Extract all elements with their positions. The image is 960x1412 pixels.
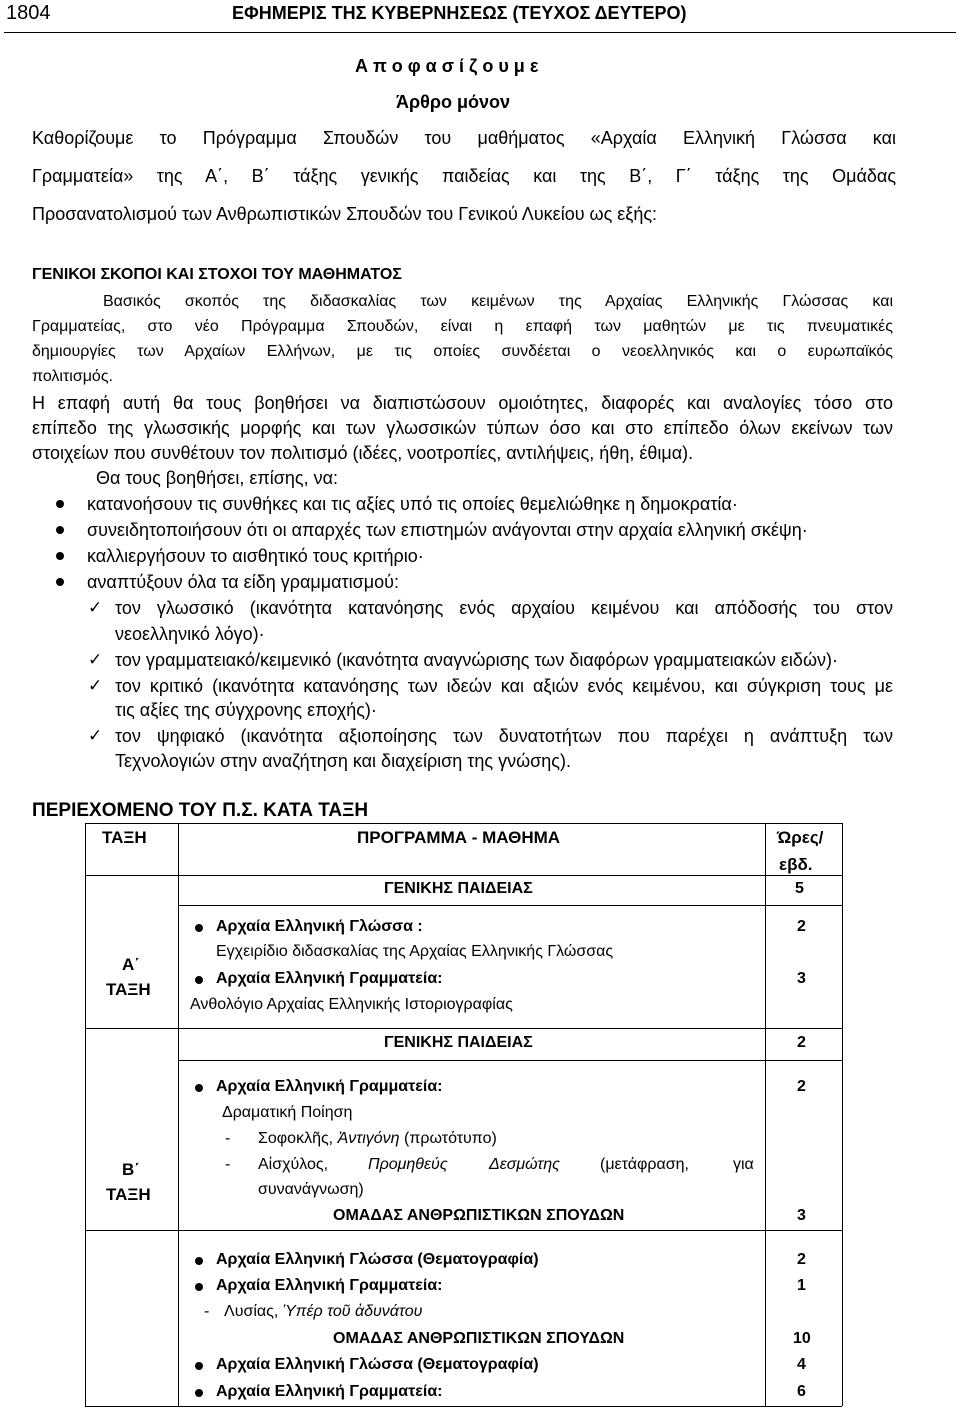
check-item-line: τον γλωσσικό (ικανότητα κατανόησης ενός αρχαίου κειμένου και απόδοσής του στον — [115, 598, 893, 618]
col-hours-header: εβδ. — [779, 855, 813, 874]
col-hours-header: Ώρες/ — [777, 828, 824, 847]
table-border — [178, 1060, 842, 1061]
check-item-line: τον ψηφιακό (ικανότητα αξιοποίησης των δυνατοτήτων που παρέχει η ανάπτυξη των — [115, 726, 893, 746]
gazette-title: ΕΦΗΜΕΡΙΣ ΤΗΣ ΚΥΒΕΡΝΗΣΕΩΣ (ΤΕΥΧΟΣ ΔΕΥΤΕΡΟ) — [232, 3, 687, 23]
table-border — [178, 823, 179, 1406]
section-label: ΓΕΝΙΚΗΣ ΠΑΙΔΕΙΑΣ — [384, 880, 533, 897]
course-textbook: Εγχειρίδιο διδασκαλίας της Αρχαίας Ελληνικής Γλώσσας — [216, 943, 614, 960]
dash-icon: - — [225, 1156, 231, 1173]
course-reading-author: Αἰσχύλος, — [258, 1156, 329, 1173]
bullet-icon — [195, 924, 203, 932]
goals-para2-line-1: Η επαφή αυτή θα τους βοηθήσει να διαπιστώσουν ομοιότητες, διαφορές και αναλογίες τόσο στο — [32, 393, 893, 413]
table-border — [842, 823, 843, 1406]
hours-value: 10 — [793, 1330, 811, 1347]
goals-para2-line-3: στοιχείων που συνθέτουν τον πολιτισμό (ιδέες, νοοτροπίες, αντιλήψεις, ήθη, έθιμα). — [32, 443, 694, 463]
goals-para1-line-2: Γραμματείας, στο νέο Πρόγραμμα Σπουδών, είναι η επαφή των μαθητών με τις πνευματικές — [32, 318, 893, 335]
class-b-label: ΤΑΞΗ — [106, 1185, 151, 1204]
decision-heading: Α π ο φ α σ ί ζ ο υ μ ε — [355, 56, 539, 76]
goals-para1-line-3: δημιουργίες των Αρχαίων Ελλήνων, με τις οποίες συνδέεται ο νεοελληνικός και ο ευρωπαϊκός — [32, 343, 893, 360]
course-reading: Λυσίας, Ὑπέρ τοῦ ἀδυνάτου — [224, 1303, 423, 1320]
bullet-item: αναπτύξουν όλα τα είδη γραμματισμού: — [87, 572, 399, 592]
check-icon: ✓ — [88, 598, 103, 617]
table-border — [85, 1406, 842, 1407]
check-item-line: Τεχνολογιών στην αναζήτηση και διαχείριση της γνώσης). — [115, 751, 571, 771]
bullet-icon — [195, 976, 203, 984]
table-border — [765, 823, 766, 1406]
course-reading-note: (μετάφραση, — [600, 1156, 689, 1173]
check-item-line: τον γραμματειακό/κειμενικό (ικανότητα αναγνώρισης των διαφόρων γραμματειακών ειδών)· — [115, 650, 838, 670]
hours-value: 4 — [797, 1356, 806, 1373]
table-border — [85, 823, 842, 824]
hours-value: 2 — [797, 1251, 806, 1268]
goals-para2-line-2: επίπεδο της γλωσσικής μορφής και των γλωσσικών τύπων όσο και στο επίπεδο όλων εκείνων των — [32, 418, 893, 438]
hours-value: 6 — [797, 1383, 806, 1400]
bullet-icon — [56, 526, 64, 534]
class-a-label: Α΄ — [122, 955, 140, 974]
class-a-label: ΤΑΞΗ — [106, 980, 151, 999]
check-icon: ✓ — [88, 650, 103, 669]
help-intro: Θα τους βοηθήσει, επίσης, να: — [96, 468, 338, 488]
hours-value: 2 — [797, 1078, 806, 1095]
check-item-line: νεοελληνικό λόγο)· — [115, 624, 265, 644]
article-heading: Άρθρο μόνον — [396, 92, 511, 112]
table-border — [85, 823, 86, 1406]
check-item-line: τον κριτικό (ικανότητα κατανόησης των ιδεών και αξιών ενός κειμένου, και σύγκριση τους με — [115, 676, 893, 696]
course-title: Αρχαία Ελληνική Γραμματεία: — [216, 1078, 443, 1095]
section-label: ΓΕΝΙΚΗΣ ΠΑΙΔΕΙΑΣ — [384, 1034, 533, 1051]
course-textbook: Ανθολόγιο Αρχαίας Ελληνικής Ιστοριογραφίας — [190, 996, 513, 1013]
bullet-icon — [56, 552, 64, 560]
section-label: ΟΜΑΔΑΣ ΑΝΘΡΩΠΙΣΤΙΚΩΝ ΣΠΟΥΔΩΝ — [333, 1207, 625, 1224]
goals-para1-line-1: Βασικός σκοπός της διδασκαλίας των κειμένων της Αρχαίας Ελληνικής Γλώσσας και — [103, 293, 893, 310]
course-reading-work: Προμηθεύς — [368, 1156, 448, 1173]
intro-line-2: Γραμματεία» της Α΄, Β΄ τάξης γενικής παιδείας και της Β΄, Γ΄ τάξης της Ομάδας — [32, 166, 896, 186]
course-title: Αρχαία Ελληνική Γραμματεία: — [216, 1277, 443, 1294]
bullet-icon — [56, 578, 64, 586]
course-title: Αρχαία Ελληνική Γραμματεία: — [216, 1383, 443, 1400]
dash-icon: - — [204, 1303, 210, 1320]
course-title: Αρχαία Ελληνική Γλώσσα (Θεματογραφία) — [216, 1356, 539, 1373]
course-subtitle: Δραματική Ποίηση — [222, 1104, 353, 1121]
content-heading: ΠΕΡΙΕΧΟΜΕΝΟ ΤΟΥ Π.Σ. ΚΑΤΑ ΤΑΞΗ — [32, 800, 369, 821]
col-program-header: ΠΡΟΓΡΑΜΜΑ - ΜΑΘΗΜΑ — [357, 828, 561, 847]
bullet-icon — [195, 1283, 203, 1291]
goals-para1-line-4: πολιτισμός. — [32, 368, 113, 385]
course-reading-note: συνανάγνωση) — [258, 1181, 364, 1198]
hours-value: 2 — [797, 918, 806, 935]
intro-line-3: Προσανατολισμού των Ανθρωπιστικών Σπουδών του Γενικού Λυκείου ως εξής: — [32, 204, 658, 224]
bullet-icon — [195, 1362, 203, 1370]
page-number: 1804 — [6, 2, 51, 24]
course-title: Αρχαία Ελληνική Γραμματεία: — [216, 970, 443, 987]
table-border — [178, 905, 842, 906]
col-class-header: ΤΑΞΗ — [102, 828, 147, 847]
table-border — [85, 875, 842, 876]
bullet-icon — [195, 1389, 203, 1397]
section-label: ΟΜΑΔΑΣ ΑΝΘΡΩΠΙΣΤΙΚΩΝ ΣΠΟΥΔΩΝ — [333, 1330, 625, 1347]
hours-value: 3 — [797, 1207, 806, 1224]
bullet-icon — [195, 1084, 203, 1092]
bullet-icon — [56, 500, 64, 508]
check-item-line: τις αξίες της σύγχρονης εποχής)· — [115, 700, 377, 720]
check-icon: ✓ — [88, 676, 103, 695]
hours-value: 2 — [797, 1034, 806, 1051]
bullet-icon — [195, 1257, 203, 1265]
hours-value: 1 — [797, 1277, 806, 1294]
hours-value: 5 — [795, 880, 804, 897]
bullet-item: κατανοήσουν τις συνθήκες και τις αξίες υπό τις οποίες θεμελιώθηκε η δημοκρατία· — [87, 494, 738, 514]
course-reading-note: για — [733, 1156, 754, 1173]
check-icon: ✓ — [88, 726, 103, 745]
course-reading: Σοφοκλῆς, Ἀντιγόνη (πρωτότυπο) — [258, 1130, 497, 1147]
dash-icon: - — [225, 1130, 231, 1147]
hours-value: 3 — [797, 970, 806, 987]
goals-heading: ΓΕΝΙΚΟΙ ΣΚΟΠΟΙ ΚΑΙ ΣΤΟΧΟΙ ΤΟΥ ΜΑΘΗΜΑΤΟΣ — [32, 266, 402, 283]
class-b-label: Β΄ — [122, 1160, 140, 1179]
bullet-item: καλλιεργήσουν το αισθητικό τους κριτήριο· — [87, 546, 424, 566]
course-reading-work: Δεσμώτης — [489, 1156, 560, 1173]
table-border — [85, 1028, 842, 1029]
course-title: Αρχαία Ελληνική Γλώσσα : — [216, 918, 423, 935]
course-title: Αρχαία Ελληνική Γλώσσα (Θεματογραφία) — [216, 1251, 539, 1268]
table-border — [85, 1230, 842, 1231]
bullet-item: συνειδητοποιήσουν ότι οι απαρχές των επιστημών ανάγονται στην αρχαία ελληνική σκέψη· — [87, 520, 808, 540]
intro-line-1: Καθορίζουμε το Πρόγραμμα Σπουδών του μαθήματος «Αρχαία Ελληνική Γλώσσα και — [32, 128, 896, 148]
header-rule — [4, 32, 956, 33]
